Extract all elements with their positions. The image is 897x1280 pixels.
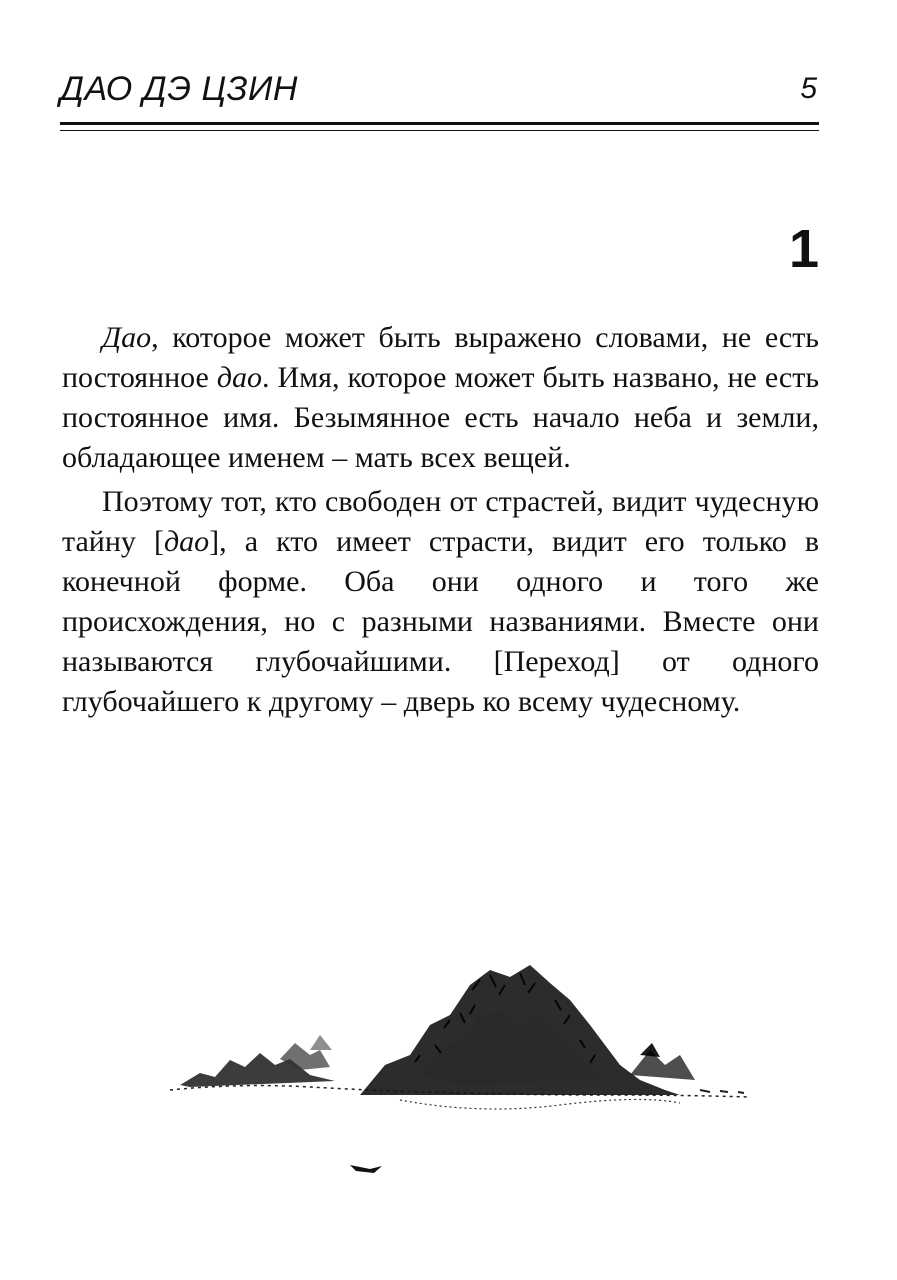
book-title: ДАО ДЭ ЦЗИН — [60, 70, 298, 108]
text-segment: Поэтому тот, кто свободен от страстей, видит чудесную тайну [ — [62, 485, 819, 558]
running-head — [60, 70, 817, 120]
text-segment: , которое может быть выражено словами, не есть постоянное — [62, 321, 819, 394]
text-segment: дао — [163, 525, 210, 558]
chapter-number: 1 — [788, 219, 819, 279]
paragraph — [62, 318, 819, 478]
text-segment: ], а кто имеет страсти, видит его только в конечной форме. Оба они одного и того же происхождения, но с разными названиями. Вместе они называются глубочайшими. [Переход] от одного глубочайшего к другому – дверь ко всему чудесному. — [62, 525, 819, 718]
paragraph — [62, 482, 819, 722]
text-segment: дао — [216, 361, 263, 394]
page-number: 5 — [800, 72, 817, 105]
text-segment: Дао — [102, 321, 152, 354]
landscape-ink-painting-icon — [160, 955, 760, 1195]
text-segment: . Имя, которое может быть названо, не есть постоянное имя. Безымянное есть начало неба и земли, обладающее именем – мать всех вещей. — [62, 361, 820, 474]
header-rule-thin — [60, 130, 819, 131]
chapter-text — [62, 318, 819, 726]
header-rule — [60, 122, 819, 125]
